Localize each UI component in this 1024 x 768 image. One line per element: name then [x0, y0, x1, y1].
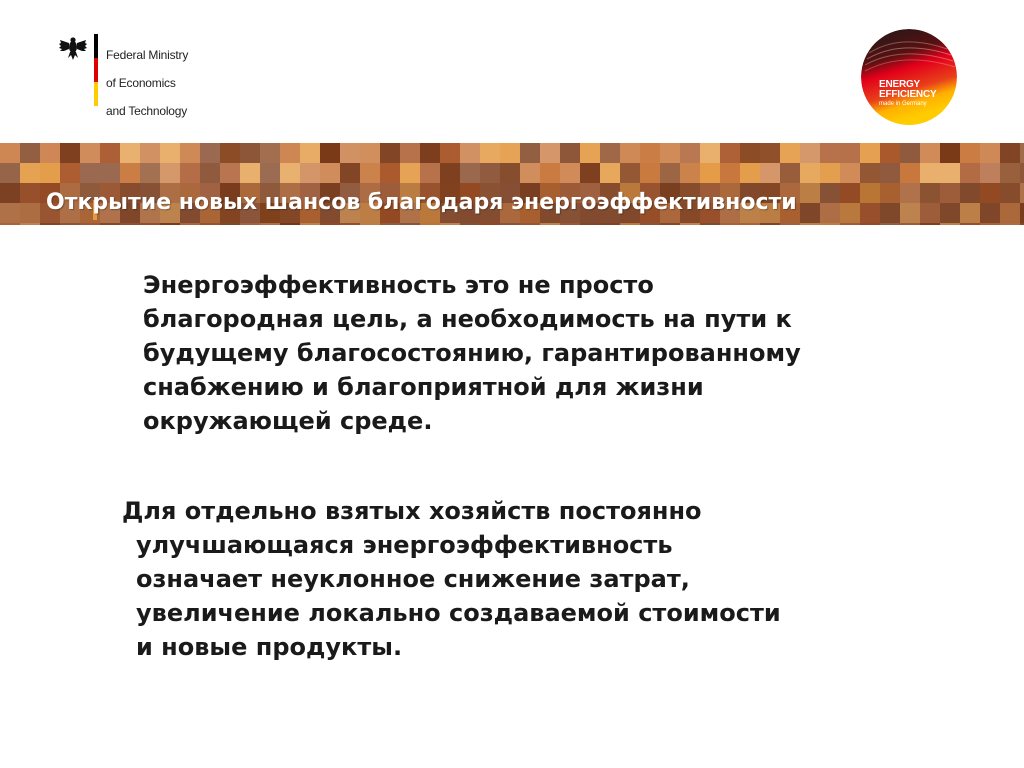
mosaic-tile — [560, 163, 580, 183]
mosaic-tile — [460, 143, 480, 163]
mosaic-tile — [840, 143, 860, 163]
mosaic-tile — [740, 143, 760, 163]
mosaic-tile — [480, 143, 500, 163]
mosaic-tile — [660, 143, 680, 163]
ministry-line-2: of Economics — [106, 76, 176, 90]
federal-eagle-icon — [58, 34, 88, 64]
mosaic-tile — [220, 163, 240, 183]
mosaic-tile — [920, 163, 940, 183]
mosaic-tile — [860, 163, 880, 183]
paragraph-2-line: увеличение локально создаваемой стоимости — [136, 599, 781, 627]
mosaic-tile — [920, 143, 940, 163]
mosaic-tile — [300, 163, 320, 183]
mosaic-tile — [780, 143, 800, 163]
german-flag-bar — [94, 34, 98, 106]
paragraph-2 — [122, 494, 942, 664]
paragraph-1-line: будущему благосостоянию, гарантированному — [143, 339, 801, 367]
mosaic-tile — [520, 143, 540, 163]
mosaic-tile — [260, 143, 280, 163]
mosaic-tile — [880, 143, 900, 163]
mosaic-tile — [100, 143, 120, 163]
mosaic-tile — [540, 163, 560, 183]
mosaic-tile — [120, 143, 140, 163]
mosaic-tile — [520, 163, 540, 183]
mosaic-tile — [120, 163, 140, 183]
mosaic-tile — [340, 163, 360, 183]
paragraph-1 — [143, 268, 943, 438]
mosaic-tile — [800, 163, 820, 183]
mosaic-tile — [460, 163, 480, 183]
mosaic-tile — [840, 163, 860, 183]
mosaic-tile — [1020, 143, 1024, 163]
mosaic-tile — [980, 163, 1000, 183]
mosaic-tile — [640, 143, 660, 163]
mosaic-tile — [1000, 163, 1020, 183]
badge-text — [879, 80, 936, 108]
paragraph-2-line: улучшающаяся энергоэффективность — [136, 531, 673, 559]
mosaic-tile — [740, 163, 760, 183]
mosaic-tile — [160, 163, 180, 183]
mosaic-tile — [60, 163, 80, 183]
mosaic-tile — [940, 163, 960, 183]
mosaic-tile — [580, 163, 600, 183]
mosaic-tile — [380, 163, 400, 183]
mosaic-tile — [140, 143, 160, 163]
slide-title: Открытие новых шансов благодаря энергоэффективности — [46, 190, 797, 215]
mosaic-tile — [440, 143, 460, 163]
mosaic-tile — [980, 143, 1000, 163]
mosaic-tile — [700, 143, 720, 163]
mosaic-tile — [440, 163, 460, 183]
paragraph-1-line: снабжению и благоприятной для жизни — [143, 373, 704, 401]
mosaic-tile — [900, 143, 920, 163]
badge-line-energy: ENERGY — [879, 79, 921, 90]
mosaic-tile — [80, 143, 100, 163]
badge-line-made-in-germany: made in Germany — [879, 101, 927, 107]
mosaic-tile — [420, 163, 440, 183]
paragraph-1-line: благородная цель, а необходимость на пути к — [143, 305, 792, 333]
mosaic-tile — [720, 163, 740, 183]
ministry-logo — [58, 34, 258, 118]
mosaic-tile — [0, 163, 20, 183]
mosaic-tile — [340, 143, 360, 163]
mosaic-tile — [320, 163, 340, 183]
mosaic-tile — [660, 163, 680, 183]
mosaic-tile — [160, 143, 180, 163]
mosaic-tile — [500, 143, 520, 163]
mosaic-tile — [240, 163, 260, 183]
mosaic-tile — [620, 143, 640, 163]
mosaic-tile — [780, 163, 800, 183]
mosaic-tile — [600, 143, 620, 163]
mosaic-tile — [400, 143, 420, 163]
mosaic-tile — [700, 163, 720, 183]
mosaic-tile — [0, 143, 20, 163]
mosaic-tile — [200, 143, 220, 163]
mosaic-tile — [40, 163, 60, 183]
mosaic-tile — [1000, 143, 1020, 163]
paragraph-1-line: окружающей среде. — [143, 407, 433, 435]
energy-efficiency-badge — [861, 29, 957, 125]
mosaic-tile — [720, 143, 740, 163]
mosaic-tile — [940, 143, 960, 163]
mosaic-tile — [20, 163, 40, 183]
mosaic-tile — [800, 143, 820, 163]
mosaic-tile — [360, 143, 380, 163]
mosaic-tile — [760, 143, 780, 163]
mosaic-tile — [280, 163, 300, 183]
mosaic-tile — [280, 143, 300, 163]
mosaic-tile — [820, 143, 840, 163]
mosaic-tile — [60, 143, 80, 163]
mosaic-tile — [760, 163, 780, 183]
mosaic-tile — [260, 163, 280, 183]
mosaic-tile — [900, 163, 920, 183]
mosaic-tile — [420, 143, 440, 163]
mosaic-tile — [400, 163, 420, 183]
mosaic-tile — [240, 143, 260, 163]
mosaic-tile — [300, 143, 320, 163]
mosaic-tile — [620, 163, 640, 183]
mosaic-tile — [200, 163, 220, 183]
mosaic-tile — [140, 163, 160, 183]
mosaic-tile — [540, 143, 560, 163]
mosaic-tile — [480, 163, 500, 183]
mosaic-tile — [100, 163, 120, 183]
mosaic-tile — [1020, 163, 1024, 183]
badge-graphic — [861, 29, 957, 125]
mosaic-tile — [180, 143, 200, 163]
mosaic-tile — [560, 143, 580, 163]
mosaic-tile — [960, 163, 980, 183]
paragraph-2-line: означает неуклонное снижение затрат, — [136, 565, 690, 593]
mosaic-tile — [500, 163, 520, 183]
ministry-line-1: Federal Ministry — [106, 48, 189, 62]
mosaic-tile — [40, 143, 60, 163]
mosaic-tile — [80, 163, 100, 183]
mosaic-tile — [820, 163, 840, 183]
paragraph-2-line: и новые продукты. — [136, 633, 403, 661]
mosaic-tile — [680, 163, 700, 183]
paragraph-1-line: Энергоэффективность это не просто — [143, 271, 654, 299]
ministry-name — [106, 34, 188, 118]
mosaic-tile — [180, 163, 200, 183]
ministry-line-3: and Technology — [106, 104, 188, 118]
mosaic-tile — [680, 143, 700, 163]
mosaic-tile — [600, 163, 620, 183]
mosaic-tile — [640, 163, 660, 183]
mosaic-tile — [380, 143, 400, 163]
paragraph-2-line: Для отдельно взятых хозяйств постоянно — [122, 497, 702, 525]
title-banner — [0, 143, 1024, 225]
mosaic-tile — [860, 143, 880, 163]
mosaic-tile — [880, 163, 900, 183]
mosaic-tile — [360, 163, 380, 183]
mosaic-tile — [580, 143, 600, 163]
mosaic-tile — [320, 143, 340, 163]
mosaic-tile — [960, 143, 980, 163]
mosaic-tile — [220, 143, 240, 163]
mosaic-tile — [20, 143, 40, 163]
badge-line-efficiency: EFFICIENCY — [879, 89, 937, 100]
